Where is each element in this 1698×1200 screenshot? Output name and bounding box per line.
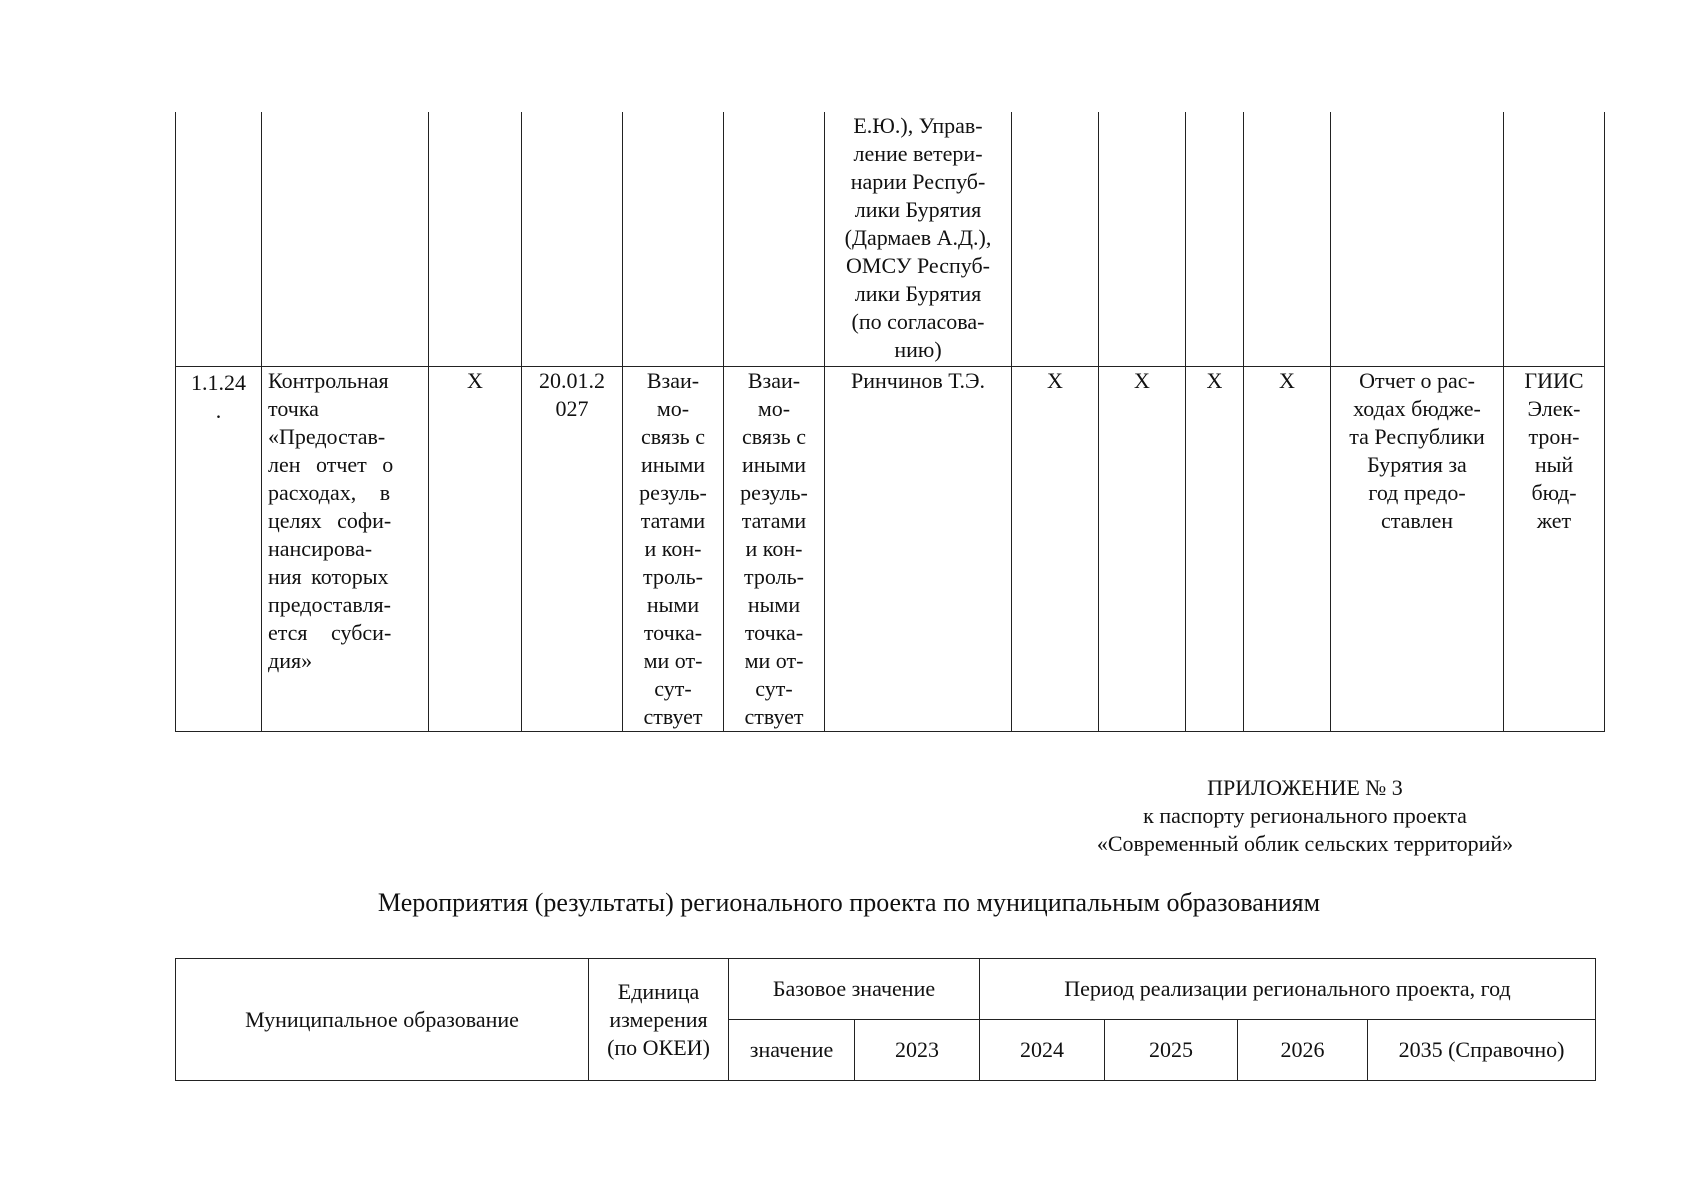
responsible-continuation-cell [825, 112, 1012, 367]
x-mark: Х [1206, 368, 1223, 393]
text-line: (Дармаев А.Д.), [844, 225, 992, 250]
text-line: ходах бюдже- [1353, 396, 1481, 421]
text-line: сут- [654, 676, 692, 701]
table-row-continuation [176, 112, 1605, 367]
row-number-cell [176, 367, 262, 732]
text-line: мо- [656, 396, 690, 421]
header-value: значение [729, 1020, 855, 1081]
text-line: Контрольная [268, 368, 389, 393]
text-line: ния которых [268, 564, 389, 589]
header-row [176, 959, 1596, 1020]
name-cell [262, 367, 429, 732]
text-line: Элек- [1527, 396, 1581, 421]
information-system-cell [1504, 367, 1605, 732]
text-line: 027 [555, 396, 589, 421]
text-line: Взаи- [747, 368, 801, 393]
text-line: ными [747, 592, 801, 617]
control-points-table [175, 112, 1605, 732]
relation-cell [623, 367, 724, 732]
text-line: 1.1.24 [191, 370, 246, 395]
text-line: татами [741, 508, 807, 533]
x-mark-cell [1244, 367, 1331, 732]
table-cell [623, 112, 724, 367]
text-line: дия» [268, 648, 313, 673]
table-cell [1186, 112, 1244, 367]
table-cell [1099, 112, 1186, 367]
text-line: расходах, в [268, 480, 391, 505]
x-mark-cell [429, 367, 522, 732]
text-line: ется субси- [268, 620, 392, 645]
x-mark: Х [1047, 368, 1063, 393]
text-line: «Предостав- [268, 424, 386, 449]
responsible-cell [825, 367, 1012, 732]
text-line: Е.Ю.), Управ- [853, 113, 983, 138]
table-cell [724, 112, 825, 367]
x-mark-cell [1012, 367, 1099, 732]
text-line: ными [646, 592, 700, 617]
text-line: и кон- [644, 536, 702, 561]
x-mark-cell [1186, 367, 1244, 732]
table-cell [262, 112, 429, 367]
text-line: (по согласова- [851, 309, 985, 334]
appendix-project-name: «Современный облик сельских территорий» [1096, 831, 1514, 856]
text-line: жет [1536, 508, 1572, 533]
table-cell [1244, 112, 1331, 367]
text-line: связь с [742, 424, 806, 449]
x-mark: Х [1279, 368, 1295, 393]
text-line: связь с [641, 424, 705, 449]
text-line: лики Бурятия [854, 281, 982, 306]
text-line: сут- [755, 676, 793, 701]
table-cell [176, 112, 262, 367]
text-line: точка- [744, 620, 804, 645]
text-line: ми от- [744, 648, 804, 673]
x-mark: Х [1134, 368, 1150, 393]
text-line: мо- [757, 396, 791, 421]
appendix-header [1080, 774, 1530, 858]
text-line: лен отчет о [268, 452, 394, 477]
text-line: точка [268, 396, 319, 421]
text-line: ставлен [1380, 508, 1454, 533]
table-cell [522, 112, 623, 367]
text-line: троль- [643, 564, 703, 589]
text-line: бюд- [1531, 480, 1577, 505]
table-row-1-1-24 [176, 367, 1605, 732]
text-line: лики Бурятия [854, 197, 982, 222]
header-year-2035: 2035 (Справочно) [1368, 1020, 1596, 1081]
table-cell [429, 112, 522, 367]
text-line: измерения [609, 1006, 708, 1032]
x-mark-cell [1099, 367, 1186, 732]
text-line: троль- [744, 564, 804, 589]
header-year-2025: 2025 [1105, 1020, 1238, 1081]
text-line: и кон- [745, 536, 803, 561]
header-year-2024: 2024 [980, 1020, 1105, 1081]
text-line: ный [1534, 452, 1574, 477]
header-base-value: Базовое значение [729, 959, 980, 1020]
text-line: Единица [617, 978, 700, 1004]
result-cell [1331, 367, 1504, 732]
appendix-subtitle: к паспорту регионального проекта [1143, 803, 1467, 828]
header-year-2023: 2023 [855, 1020, 980, 1081]
text-line: нию) [894, 337, 942, 362]
text-line: Отчет о рас- [1359, 368, 1475, 393]
municipal-measures-table [175, 958, 1596, 1081]
text-line: нарии Респуб- [850, 169, 986, 194]
responsible-name: Ринчинов Т.Э. [850, 368, 986, 393]
header-period: Период реализации регионального проекта, год [980, 959, 1596, 1020]
text-line: татами [640, 508, 706, 533]
text-line: иными [741, 452, 807, 477]
header-year-2026: 2026 [1238, 1020, 1368, 1081]
text-line: трон- [1528, 424, 1580, 449]
text-line: год предо- [1368, 480, 1466, 505]
text-line: ОМСУ Респуб- [846, 253, 990, 278]
text-line: ствует [643, 704, 703, 729]
date-cell [522, 367, 623, 732]
text-line: резуль- [740, 480, 808, 505]
text-line: резуль- [639, 480, 707, 505]
text-line: иными [640, 452, 706, 477]
text-line: нансирова- [268, 536, 373, 561]
text-line: Взаи- [646, 368, 700, 393]
text-line: ление ветери- [853, 141, 983, 166]
text-line: целях софи- [268, 508, 392, 533]
relation-cell [724, 367, 825, 732]
header-municipality: Муниципальное образование [176, 959, 589, 1081]
section-title: Мероприятия (результаты) регионального проекта по муниципальным образованиям [377, 888, 1321, 917]
text-line: Бурятия за [1367, 452, 1467, 477]
x-mark: Х [467, 368, 483, 393]
text-line: (по ОКЕИ) [607, 1034, 710, 1060]
text-line: ГИИС [1524, 368, 1584, 393]
header-unit [589, 959, 729, 1081]
text-line: ствует [744, 704, 804, 729]
table-cell [1331, 112, 1504, 367]
table-cell [1012, 112, 1099, 367]
text-line: та Республики [1349, 424, 1485, 449]
appendix-number: ПРИЛОЖЕНИЕ № 3 [1207, 775, 1403, 800]
text-line: предоставля- [268, 592, 391, 617]
text-line: точка- [643, 620, 703, 645]
text-line: 20.01.2 [539, 368, 605, 393]
table-cell [1504, 112, 1605, 367]
text-line: ми от- [643, 648, 703, 673]
text-line: . [215, 398, 222, 423]
